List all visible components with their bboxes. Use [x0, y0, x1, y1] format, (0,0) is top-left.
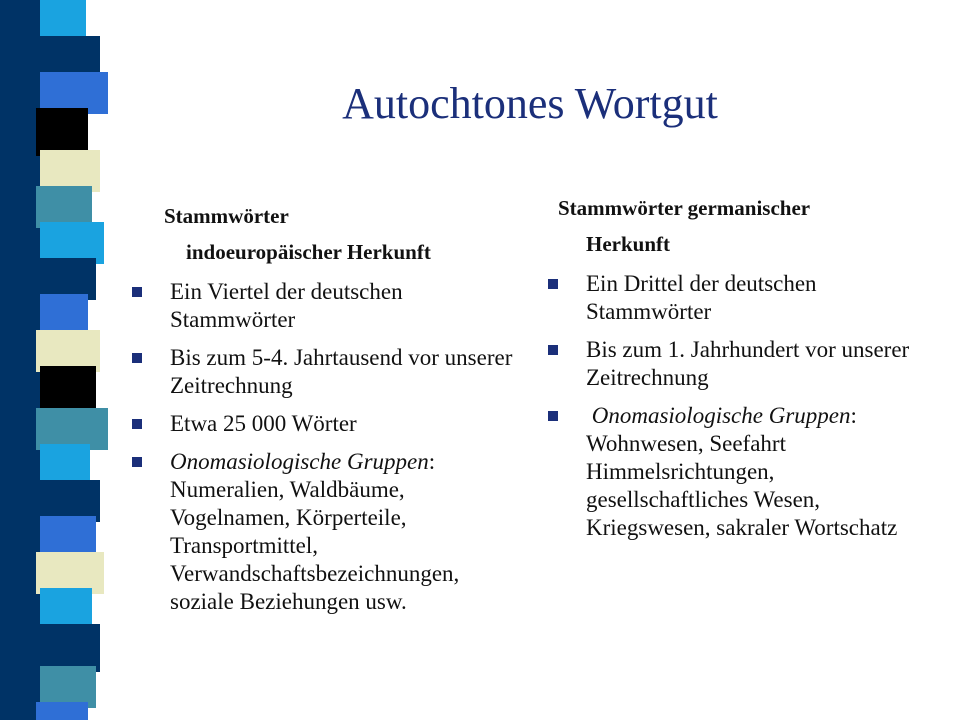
square-bullet-icon [548, 411, 558, 421]
list-item [132, 344, 527, 400]
right-bullet-list [548, 270, 938, 542]
list-item-text: Etwa 25 000 Wörter [170, 411, 357, 436]
right-column [548, 190, 938, 552]
list-item [132, 448, 527, 616]
list-item-term: Onomasiologische Gruppen [586, 403, 851, 428]
square-bullet-icon [132, 287, 142, 297]
list-item [548, 270, 938, 326]
slide-title: Autochtones Wortgut [342, 79, 718, 128]
list-item-text: Ein Drittel der deutschen Stammwörter [586, 271, 817, 324]
list-item-text: Bis zum 1. Jahrhundert vor unserer Zeitrechnung [586, 337, 910, 390]
list-item-text: : Numeralien, Waldbäume, Vogelnamen, Körperteile, Transportmittel, Verwandschaftsbezeichnungen, soziale Beziehungen usw. [170, 449, 460, 614]
square-bullet-icon [548, 345, 558, 355]
stripe-block [36, 702, 88, 720]
left-column-heading [132, 198, 527, 270]
square-bullet-icon [132, 457, 142, 467]
left-bullet-list [132, 278, 527, 616]
stripe-block [40, 366, 96, 414]
list-item [548, 336, 938, 392]
right-heading-line-2: Herkunft [586, 232, 670, 256]
list-item-text: Ein Viertel der deutschen Stammwörter [170, 279, 403, 332]
list-item [132, 278, 527, 334]
list-item-term: Onomasiologische Gruppen [170, 449, 429, 474]
list-item [548, 402, 938, 542]
square-bullet-icon [132, 419, 142, 429]
left-heading-line-1: Stammwörter [164, 204, 289, 228]
left-heading-line-2: indoeuropäischer Herkunft [186, 240, 431, 264]
left-column [132, 198, 527, 626]
list-item [132, 410, 527, 438]
square-bullet-icon [132, 353, 142, 363]
stripe-block [36, 624, 100, 672]
list-item-text: Bis zum 5-4. Jahrtausend vor unserer Zeitrechnung [170, 345, 513, 398]
square-bullet-icon [548, 279, 558, 289]
list-item-text: : Wohnwesen, Seefahrt Himmelsrichtungen, gesellschaftliches Wesen, Kriegswesen, sakraler Wortschatz [586, 403, 898, 540]
right-column-heading [548, 190, 938, 262]
right-heading-line-1: Stammwörter germanischer [558, 196, 811, 220]
